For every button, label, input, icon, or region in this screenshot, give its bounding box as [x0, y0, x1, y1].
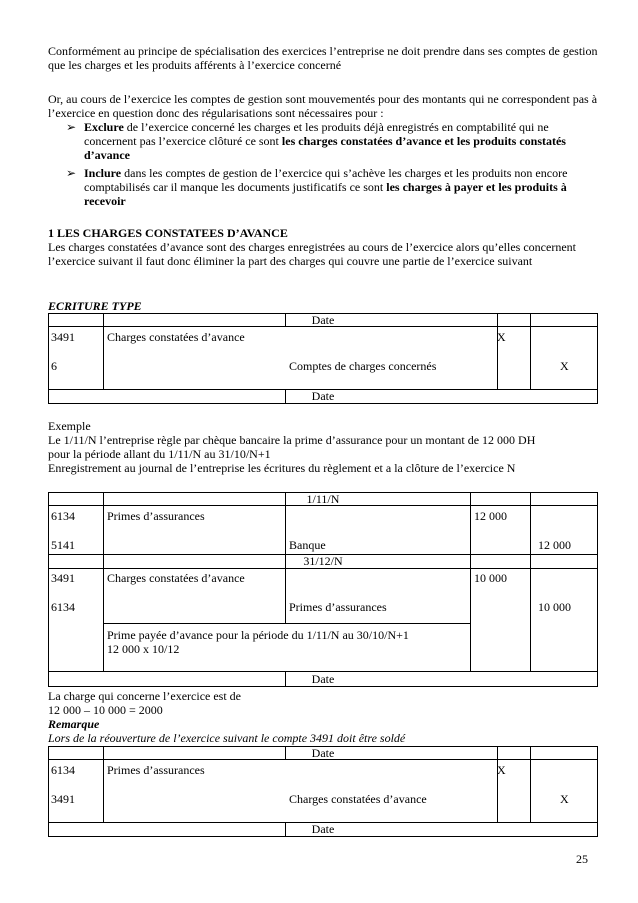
remarque-text: Lors de la réouverture de l’exercice suivant le compte 3491 doit être soldé	[48, 731, 406, 745]
date-label: Date	[311, 389, 335, 403]
page-number: 25	[576, 852, 588, 866]
intro-paragraph-2: Or, au cours de l’exercice les comptes de gestion sont mouvementés pour des montants qui ne correspondent pas à l’exercice en question donc des régularisations sont nécessaires pour :	[48, 92, 598, 120]
account-number: 5141	[51, 538, 75, 552]
debit-mark: X	[497, 330, 506, 344]
section-text: Les charges constatées d’avance sont des charges enregistrées au cours de l’exercice alors qu’elles concernent l’exercice suivant il faut donc éliminer la part des charges qui couvre une partie de l’exercice suivant	[48, 240, 576, 268]
intro-paragraph-1: Conformément au principe de spécialisation des exercices l’entreprise ne doit prendre dans ses comptes de gestion que les charges et les produits afférents à l’exercice concerné	[48, 44, 598, 72]
remarque-heading: Remarque	[48, 717, 100, 731]
entry-note: 12 000 x 10/12	[107, 642, 180, 656]
date-label: Date	[311, 822, 335, 836]
section-title: 1 LES CHARGES CONSTATEES D’AVANCE	[48, 226, 288, 240]
credit-mark: X	[560, 359, 569, 373]
exemple-line-1: Le 1/11/N l’entreprise règle par chèque bancaire la prime d’assurance pour un montant de 12 000 DH	[48, 433, 536, 447]
journal-table	[48, 492, 598, 688]
account-number: 6134	[51, 509, 75, 523]
date-label: Date	[311, 746, 335, 760]
exemple-line-2: pour la période allant du 1/11/N au 31/10/N+1	[48, 447, 271, 461]
account-number: 6134	[51, 600, 75, 614]
account-label: Charges constatées d’avance	[107, 571, 245, 585]
account-number: 6134	[51, 763, 75, 777]
arrow-bullet-icon: ➢	[66, 166, 77, 180]
credit-mark: X	[560, 792, 569, 806]
charge-text: La charge qui concerne l’exercice est de	[48, 689, 241, 703]
account-number: 3491	[51, 330, 75, 344]
debit-amount: 12 000	[474, 509, 507, 523]
ecriture-type-table	[48, 313, 598, 405]
date-label: Date	[311, 672, 335, 686]
account-label: Primes d’assurances	[107, 509, 205, 523]
account-label: Banque	[289, 538, 326, 552]
account-number: 6	[51, 359, 57, 373]
arrow-bullet-icon: ➢	[66, 120, 77, 134]
date-label: 31/12/N	[303, 554, 343, 568]
account-label: Comptes de charges concernés	[289, 359, 437, 373]
credit-amount: 10 000	[538, 600, 571, 614]
account-label: Charges constatées d’avance	[289, 792, 427, 806]
account-label: Primes d’assurances	[107, 763, 205, 777]
ecriture-type-heading: ECRITURE TYPE	[48, 299, 142, 313]
date-label: Date	[311, 313, 335, 327]
account-label: Primes d’assurances	[289, 600, 387, 614]
charge-calc: 12 000 – 10 000 = 2000	[48, 703, 163, 717]
account-label: Charges constatées d’avance	[107, 330, 245, 344]
account-number: 3491	[51, 792, 75, 806]
reouverture-table	[48, 746, 598, 838]
entry-note: Prime payée d’avance pour la période du 1/11/N au 30/10/N+1	[107, 628, 409, 642]
exemple-heading: Exemple	[48, 419, 91, 433]
document-page: Conformément au principe de spécialisation des exercices l’entreprise ne doit prendre dans ses comptes de gestion que les charges et les produits afférents à l’exercice concerné Or, au cours de l’exercice les comptes de gestion sont mouvementés pour des montants qui ne correspondent pas à l’exercice en question donc des régularisations sont nécessaires pour : ➢ Exclure de l’exercice concerné les charges et les produits déjà enregistrés en comptabilité qui ne concernent pas l’exercice clôturé ce sont les charges constatées d’avance et les produits constatés d’avance ➢ Inclure dans les comptes de gestion de l’exercice qui s’achève les charges et les produits non encore comptabilisés car il manque les documents justificatifs ce sont les charges à payer et les produits à recevoir 1 LES CHARGES CONSTATEES D’AVANCE Les charges constatées d’avance sont des charges enregistrées au cours de l’exercice alors qu’elles concernent l’exercice suivant il faut donc éliminer la part des charges qui couvre une partie de l’exercice suivant ECRITURE TYPE Date 3491 Charges constatées d’avance X 6 Comptes de charges concernés X Date Exemple Le 1/11/N l’entreprise règle par chèque bancaire la prime d’assurance pour un montant de 12 000 DH pour la période allant du 1/11/N au 31/10/N+1 Enregistrement au journal de l’entreprise les écritures du règlement et a la clôture de l’exercice N 1/11/N 6134 Primes d’assurances 12 000 5141 Banque 12 000 31/12/N 3491 Charges constatées d’avance 10 000 6134 Primes d’assurances 10 000 Prime payée d’avance pour la période du 1/11/N au 30/10/N+1 12 000 x 10/12 Date La charge qui concerne l’exercice est de 12 000 – 10 000 = 2000 Remarque Lors de la réouverture de l’exercice suivant le compte 3491 doit être soldé Date 6134 Primes d’assurances X 3491 Charges constatées d’avance X Date 25	[48, 44, 598, 866]
account-number: 3491	[51, 571, 75, 585]
credit-amount: 12 000	[538, 538, 571, 552]
exemple-line-3: Enregistrement au journal de l’entreprise les écritures du règlement et a la clôture de l’exercice N	[48, 461, 516, 475]
debit-mark: X	[497, 763, 506, 777]
debit-amount: 10 000	[474, 571, 507, 585]
date-label: 1/11/N	[306, 492, 340, 506]
